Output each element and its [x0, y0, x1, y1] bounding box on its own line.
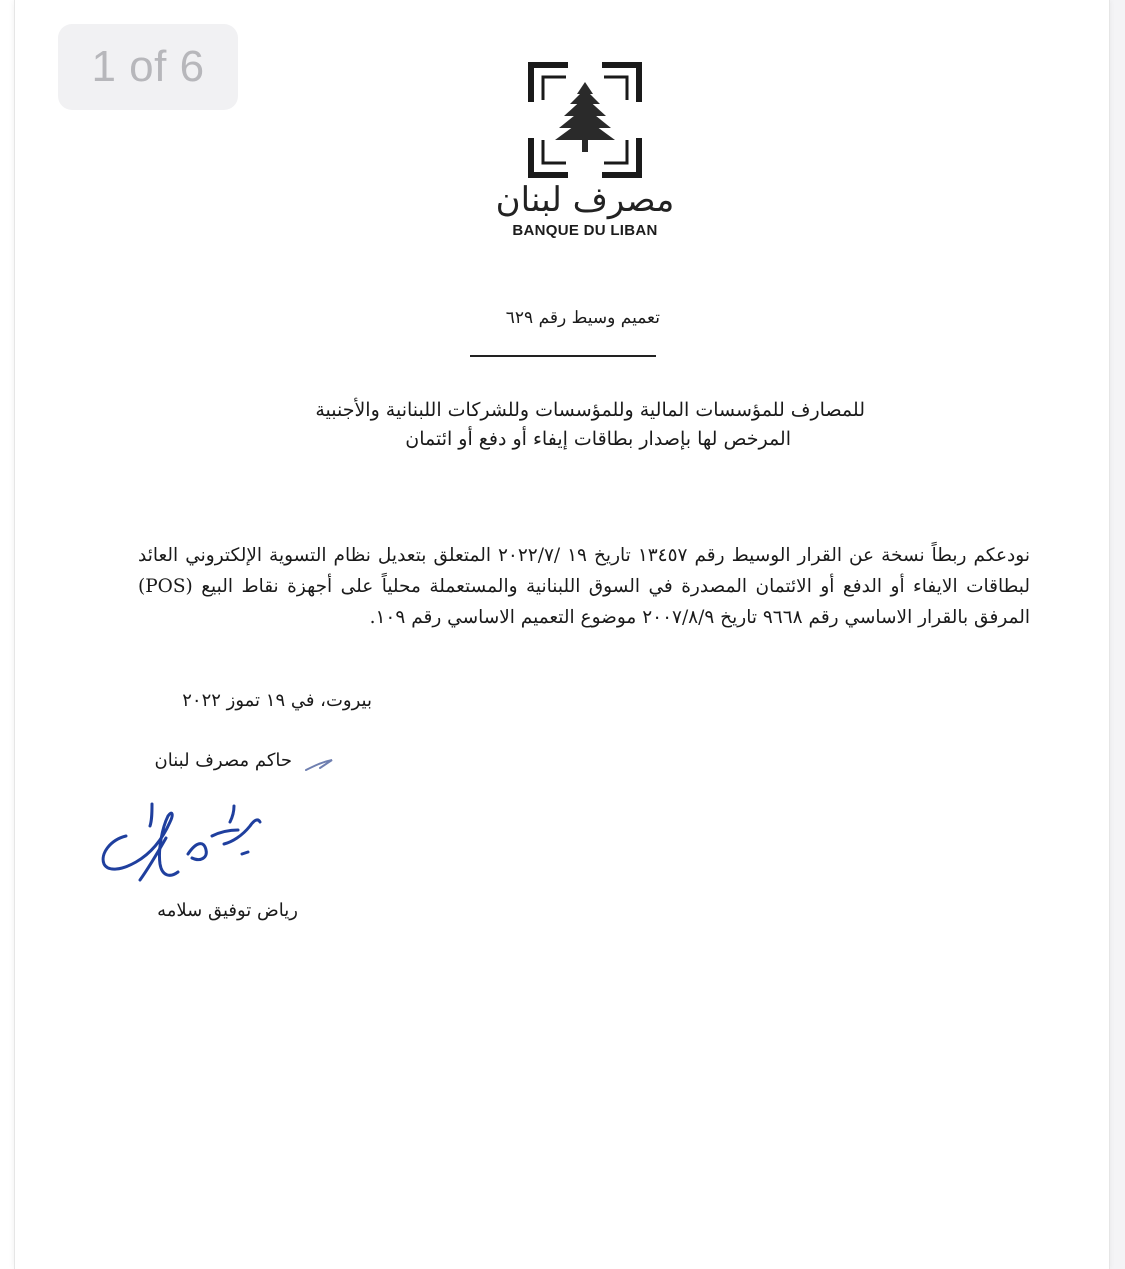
addressee-block	[260, 396, 865, 454]
signer-name: رياض توفيق سلامه	[157, 900, 298, 921]
body-paragraph: نودعكم ربطاً نسخة عن القرار الوسيط رقم ١٣٤٥٧ تاريخ ١٩ /٢٠٢٢/٧ المتعلق بتعديل نظام التسوية الإلكتروني العائد لبطاقات الايفاء أو الدفع أو الائتمان المصدرة في السوق اللبنانية والمستعملة محلياً على أجهزة نقاط البيع (POS) المرفق بالقرار الاساسي رقم ٩٦٦٨ تاريخ ٢٠٠٧/٨/٩ موضوع التعميم الاساسي رقم ١٠٩.	[138, 545, 1030, 628]
signer-title: حاكم مصرف لبنان	[154, 750, 292, 771]
pen-tick-icon	[304, 754, 334, 776]
page-indicator-badge: 1 of 6	[58, 24, 238, 110]
addressee-line-1: للمصارف للمؤسسات المالية وللمؤسسات وللشركات اللبنانية والأجنبية	[315, 399, 865, 421]
cedar-logo-icon	[528, 62, 642, 178]
addressee-line-2: المرخص لها بإصدار بطاقات إيفاء أو دفع أو ائتمان	[405, 428, 791, 450]
circular-title: تعميم وسيط رقم ٦٢٩	[505, 308, 660, 328]
place-and-date: بيروت، في ١٩ تموز ٢٠٢٢	[182, 690, 372, 711]
bank-name-arabic: مصرف لبنان	[495, 180, 675, 220]
viewer-background	[1109, 0, 1125, 1269]
title-underline	[470, 355, 656, 357]
handwritten-signature	[92, 796, 292, 892]
bank-name-french: BANQUE DU LIBAN	[512, 222, 658, 239]
